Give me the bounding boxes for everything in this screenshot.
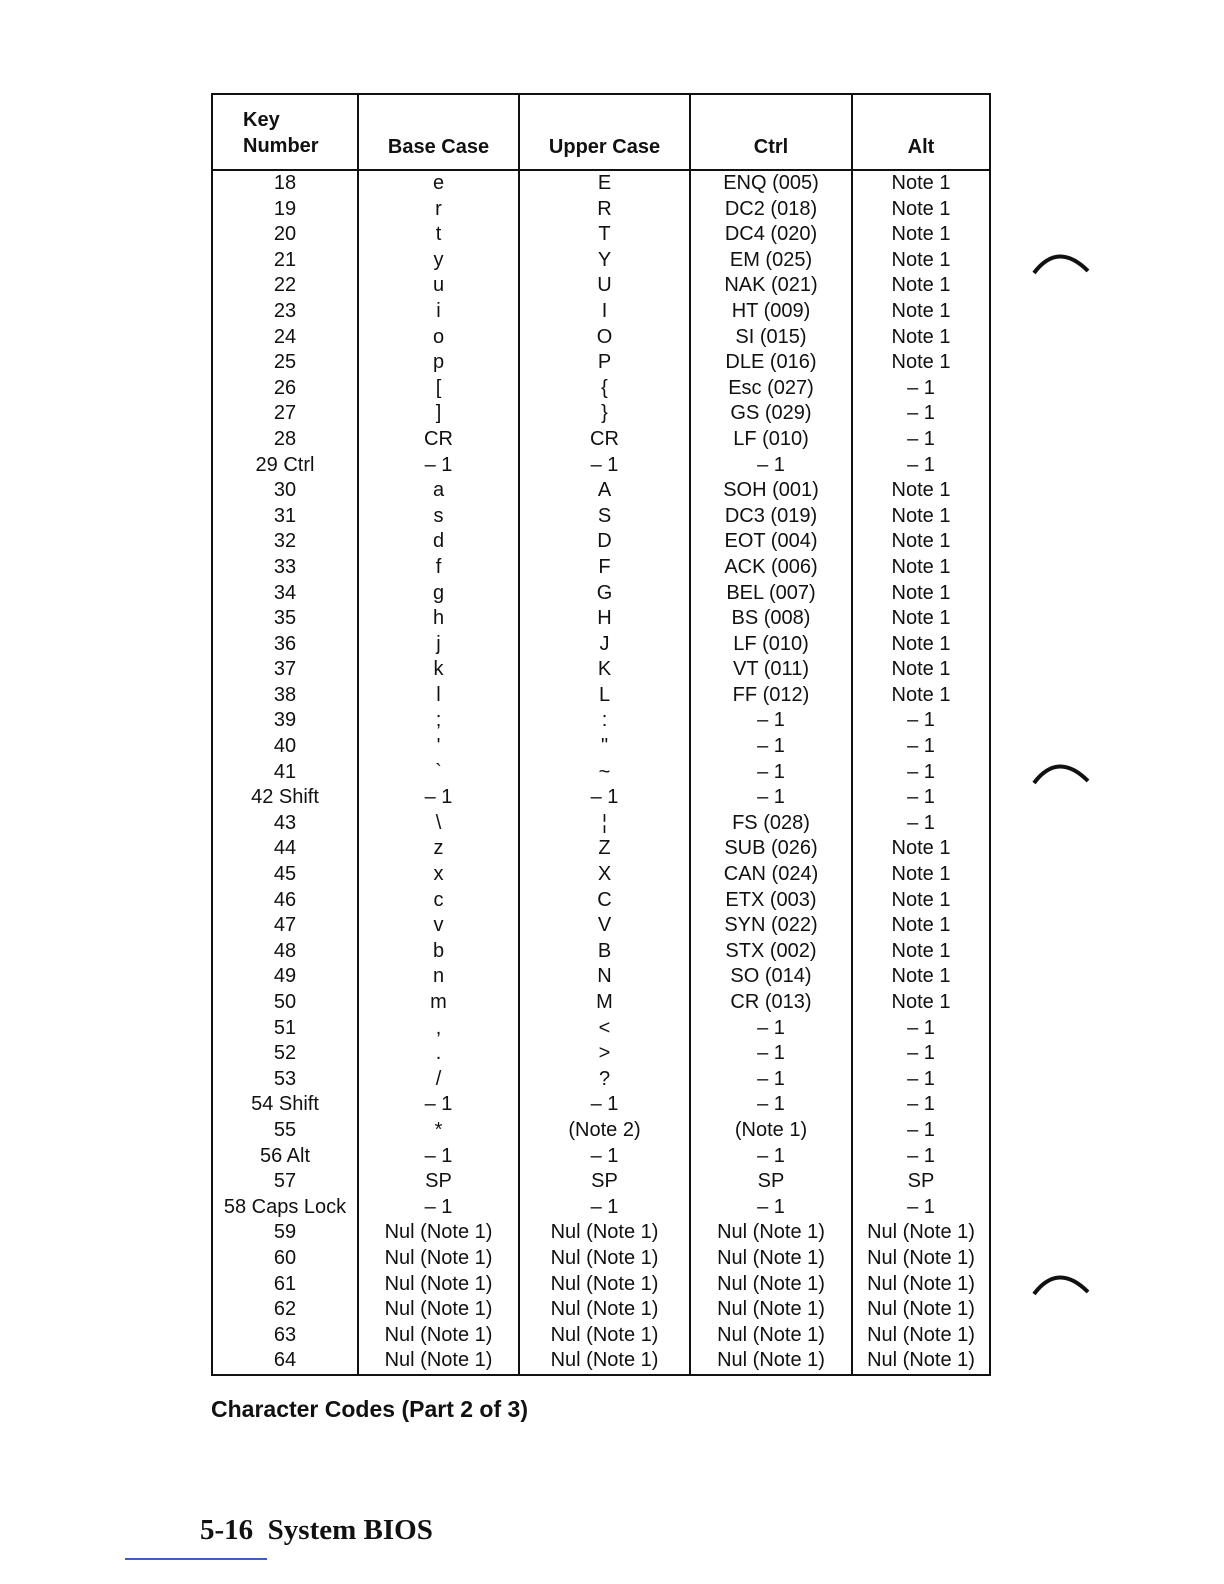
cell-ctrl: Nul (Note 1) — [690, 1348, 852, 1375]
table-row — [212, 606, 990, 632]
cell-base-case: d — [358, 529, 519, 555]
cell-ctrl: VT (011) — [690, 657, 852, 683]
cell-base-case: Nul (Note 1) — [358, 1246, 519, 1272]
table-row — [212, 248, 990, 274]
cell-upper-case: } — [519, 401, 690, 427]
cell-base-case: c — [358, 888, 519, 914]
table-row — [212, 1144, 990, 1170]
table-row — [212, 1246, 990, 1272]
table-row — [212, 222, 990, 248]
cell-ctrl: – 1 — [690, 1016, 852, 1042]
binder-tab-mark-icon — [1030, 757, 1092, 787]
cell-ctrl: BS (008) — [690, 606, 852, 632]
cell-ctrl: STX (002) — [690, 939, 852, 965]
cell-base-case: a — [358, 478, 519, 504]
cell-alt: – 1 — [852, 453, 990, 479]
cell-upper-case: H — [519, 606, 690, 632]
cell-ctrl: SI (015) — [690, 325, 852, 351]
footer-rule — [125, 1558, 267, 1560]
cell-ctrl: EM (025) — [690, 248, 852, 274]
cell-alt: – 1 — [852, 376, 990, 402]
cell-upper-case: F — [519, 555, 690, 581]
table-row — [212, 657, 990, 683]
cell-base-case: u — [358, 273, 519, 299]
cell-alt: Nul (Note 1) — [852, 1348, 990, 1375]
table-row — [212, 939, 990, 965]
cell-ctrl: ETX (003) — [690, 888, 852, 914]
table-row — [212, 529, 990, 555]
cell-ctrl: Nul (Note 1) — [690, 1323, 852, 1349]
header-ctrl: Ctrl — [690, 94, 852, 170]
cell-alt: Note 1 — [852, 836, 990, 862]
cell-alt: – 1 — [852, 708, 990, 734]
cell-key-number: 64 — [212, 1348, 358, 1375]
cell-ctrl: SP — [690, 1169, 852, 1195]
cell-ctrl: – 1 — [690, 1195, 852, 1221]
cell-base-case: CR — [358, 427, 519, 453]
cell-base-case: SP — [358, 1169, 519, 1195]
table-row — [212, 734, 990, 760]
cell-alt: SP — [852, 1169, 990, 1195]
cell-base-case: g — [358, 581, 519, 607]
table-row — [212, 197, 990, 223]
cell-key-number: 31 — [212, 504, 358, 530]
cell-key-number: 47 — [212, 913, 358, 939]
cell-ctrl: LF (010) — [690, 632, 852, 658]
cell-upper-case: C — [519, 888, 690, 914]
table-row — [212, 862, 990, 888]
table-row — [212, 555, 990, 581]
cell-alt: – 1 — [852, 1144, 990, 1170]
cell-alt: Nul (Note 1) — [852, 1246, 990, 1272]
cell-ctrl: DLE (016) — [690, 350, 852, 376]
cell-alt: Note 1 — [852, 657, 990, 683]
cell-ctrl: – 1 — [690, 1041, 852, 1067]
cell-base-case: – 1 — [358, 785, 519, 811]
cell-alt: Nul (Note 1) — [852, 1272, 990, 1298]
cell-key-number: 59 — [212, 1220, 358, 1246]
cell-ctrl: DC3 (019) — [690, 504, 852, 530]
cell-key-number: 38 — [212, 683, 358, 709]
cell-ctrl: – 1 — [690, 1067, 852, 1093]
cell-upper-case: – 1 — [519, 785, 690, 811]
table-row — [212, 760, 990, 786]
cell-ctrl: – 1 — [690, 785, 852, 811]
table-row — [212, 1118, 990, 1144]
character-codes-table-container — [211, 93, 989, 1376]
table-row — [212, 1092, 990, 1118]
cell-alt: Note 1 — [852, 888, 990, 914]
cell-upper-case: U — [519, 273, 690, 299]
cell-base-case: – 1 — [358, 1144, 519, 1170]
cell-ctrl: CR (013) — [690, 990, 852, 1016]
cell-alt: – 1 — [852, 1195, 990, 1221]
cell-base-case: s — [358, 504, 519, 530]
table-row — [212, 811, 990, 837]
cell-ctrl: GS (029) — [690, 401, 852, 427]
cell-alt: Note 1 — [852, 683, 990, 709]
table-row — [212, 708, 990, 734]
cell-base-case: m — [358, 990, 519, 1016]
cell-upper-case: T — [519, 222, 690, 248]
cell-ctrl: Esc (027) — [690, 376, 852, 402]
cell-key-number: 53 — [212, 1067, 358, 1093]
cell-base-case: h — [358, 606, 519, 632]
cell-upper-case: N — [519, 964, 690, 990]
cell-key-number: 22 — [212, 273, 358, 299]
cell-key-number: 23 — [212, 299, 358, 325]
cell-upper-case: B — [519, 939, 690, 965]
cell-base-case: Nul (Note 1) — [358, 1220, 519, 1246]
cell-alt: – 1 — [852, 811, 990, 837]
cell-alt: – 1 — [852, 1067, 990, 1093]
cell-alt: Note 1 — [852, 299, 990, 325]
cell-alt: – 1 — [852, 1118, 990, 1144]
cell-base-case: e — [358, 170, 519, 197]
table-row — [212, 1297, 990, 1323]
cell-ctrl: FF (012) — [690, 683, 852, 709]
cell-alt: Note 1 — [852, 273, 990, 299]
cell-upper-case: ¦ — [519, 811, 690, 837]
table-row — [212, 427, 990, 453]
table-row — [212, 376, 990, 402]
cell-base-case: – 1 — [358, 1092, 519, 1118]
cell-key-number: 25 — [212, 350, 358, 376]
header-key-line: Key Number — [243, 109, 319, 157]
cell-alt: Note 1 — [852, 939, 990, 965]
table-row — [212, 350, 990, 376]
cell-upper-case: Nul (Note 1) — [519, 1323, 690, 1349]
cell-base-case: Nul (Note 1) — [358, 1272, 519, 1298]
cell-upper-case: Nul (Note 1) — [519, 1348, 690, 1375]
cell-key-number: 43 — [212, 811, 358, 837]
cell-upper-case: SP — [519, 1169, 690, 1195]
cell-upper-case: – 1 — [519, 1144, 690, 1170]
table-row — [212, 1041, 990, 1067]
cell-base-case: k — [358, 657, 519, 683]
cell-base-case: v — [358, 913, 519, 939]
cell-alt: Note 1 — [852, 990, 990, 1016]
cell-ctrl: BEL (007) — [690, 581, 852, 607]
cell-key-number: 60 — [212, 1246, 358, 1272]
cell-upper-case: J — [519, 632, 690, 658]
cell-alt: Note 1 — [852, 350, 990, 376]
cell-alt: Nul (Note 1) — [852, 1323, 990, 1349]
cell-alt: Note 1 — [852, 606, 990, 632]
cell-ctrl: SYN (022) — [690, 913, 852, 939]
table-row — [212, 1169, 990, 1195]
cell-ctrl: SO (014) — [690, 964, 852, 990]
cell-ctrl: – 1 — [690, 760, 852, 786]
cell-key-number: 21 — [212, 248, 358, 274]
cell-base-case: o — [358, 325, 519, 351]
cell-base-case: ` — [358, 760, 519, 786]
cell-ctrl: FS (028) — [690, 811, 852, 837]
header-row — [212, 94, 990, 170]
cell-base-case: n — [358, 964, 519, 990]
cell-alt: – 1 — [852, 785, 990, 811]
cell-ctrl: Nul (Note 1) — [690, 1297, 852, 1323]
cell-upper-case: E — [519, 170, 690, 197]
cell-base-case: [ — [358, 376, 519, 402]
cell-ctrl: – 1 — [690, 708, 852, 734]
cell-upper-case: Nul (Note 1) — [519, 1246, 690, 1272]
cell-alt: Note 1 — [852, 222, 990, 248]
cell-upper-case: { — [519, 376, 690, 402]
cell-key-number: 54 Shift — [212, 1092, 358, 1118]
cell-key-number: 18 — [212, 170, 358, 197]
cell-key-number: 49 — [212, 964, 358, 990]
cell-base-case: Nul (Note 1) — [358, 1323, 519, 1349]
cell-key-number: 35 — [212, 606, 358, 632]
cell-base-case: ] — [358, 401, 519, 427]
cell-key-number: 48 — [212, 939, 358, 965]
cell-key-number: 57 — [212, 1169, 358, 1195]
cell-ctrl: – 1 — [690, 453, 852, 479]
cell-base-case: . — [358, 1041, 519, 1067]
cell-ctrl: NAK (021) — [690, 273, 852, 299]
cell-ctrl: (Note 1) — [690, 1118, 852, 1144]
table-row — [212, 1195, 990, 1221]
cell-ctrl: SOH (001) — [690, 478, 852, 504]
cell-ctrl: Nul (Note 1) — [690, 1246, 852, 1272]
cell-upper-case: D — [519, 529, 690, 555]
cell-key-number: 40 — [212, 734, 358, 760]
cell-key-number: 58 Caps Lock — [212, 1195, 358, 1221]
table-row — [212, 1348, 990, 1375]
table-row — [212, 913, 990, 939]
header-key-number — [212, 94, 358, 170]
table-row — [212, 1220, 990, 1246]
cell-base-case: * — [358, 1118, 519, 1144]
cell-upper-case: L — [519, 683, 690, 709]
header-upper-case: Upper Case — [519, 94, 690, 170]
cell-key-number: 28 — [212, 427, 358, 453]
cell-upper-case: Z — [519, 836, 690, 862]
cell-ctrl: CAN (024) — [690, 862, 852, 888]
cell-alt: Nul (Note 1) — [852, 1220, 990, 1246]
cell-key-number: 62 — [212, 1297, 358, 1323]
cell-upper-case: CR — [519, 427, 690, 453]
cell-ctrl: ACK (006) — [690, 555, 852, 581]
cell-upper-case: : — [519, 708, 690, 734]
cell-upper-case: – 1 — [519, 453, 690, 479]
cell-upper-case: A — [519, 478, 690, 504]
cell-alt: Note 1 — [852, 170, 990, 197]
table-row — [212, 632, 990, 658]
cell-key-number: 26 — [212, 376, 358, 402]
cell-key-number: 32 — [212, 529, 358, 555]
cell-upper-case: M — [519, 990, 690, 1016]
cell-ctrl: Nul (Note 1) — [690, 1272, 852, 1298]
cell-key-number: 41 — [212, 760, 358, 786]
cell-key-number: 19 — [212, 197, 358, 223]
cell-ctrl: – 1 — [690, 734, 852, 760]
table-caption: Character Codes (Part 2 of 3) — [211, 1396, 528, 1422]
cell-ctrl: LF (010) — [690, 427, 852, 453]
cell-base-case: Nul (Note 1) — [358, 1297, 519, 1323]
cell-base-case: Nul (Note 1) — [358, 1348, 519, 1375]
cell-key-number: 34 — [212, 581, 358, 607]
cell-key-number: 63 — [212, 1323, 358, 1349]
cell-upper-case: < — [519, 1016, 690, 1042]
table-row — [212, 1272, 990, 1298]
cell-key-number: 39 — [212, 708, 358, 734]
cell-key-number: 36 — [212, 632, 358, 658]
cell-alt: Note 1 — [852, 555, 990, 581]
cell-base-case: , — [358, 1016, 519, 1042]
cell-alt: Note 1 — [852, 478, 990, 504]
cell-base-case: j — [358, 632, 519, 658]
cell-upper-case: Nul (Note 1) — [519, 1272, 690, 1298]
cell-key-number: 51 — [212, 1016, 358, 1042]
cell-base-case: / — [358, 1067, 519, 1093]
binder-tab-mark-icon — [1030, 1268, 1092, 1298]
cell-alt: Note 1 — [852, 581, 990, 607]
table-row — [212, 1323, 990, 1349]
cell-upper-case: – 1 — [519, 1092, 690, 1118]
cell-base-case: x — [358, 862, 519, 888]
cell-upper-case: Nul (Note 1) — [519, 1220, 690, 1246]
table-row — [212, 1016, 990, 1042]
cell-alt: Note 1 — [852, 504, 990, 530]
cell-alt: – 1 — [852, 1092, 990, 1118]
table-row — [212, 964, 990, 990]
cell-base-case: f — [358, 555, 519, 581]
table-row — [212, 785, 990, 811]
cell-key-number: 52 — [212, 1041, 358, 1067]
cell-key-number: 50 — [212, 990, 358, 1016]
cell-upper-case: (Note 2) — [519, 1118, 690, 1144]
cell-base-case: l — [358, 683, 519, 709]
table-row — [212, 453, 990, 479]
cell-base-case: ' — [358, 734, 519, 760]
table-row — [212, 1067, 990, 1093]
cell-base-case: b — [358, 939, 519, 965]
cell-key-number: 27 — [212, 401, 358, 427]
cell-upper-case: S — [519, 504, 690, 530]
cell-ctrl: HT (009) — [690, 299, 852, 325]
cell-base-case: ; — [358, 708, 519, 734]
cell-upper-case: " — [519, 734, 690, 760]
cell-upper-case: – 1 — [519, 1195, 690, 1221]
table-row — [212, 836, 990, 862]
table-row — [212, 990, 990, 1016]
cell-alt: Note 1 — [852, 913, 990, 939]
cell-key-number: 44 — [212, 836, 358, 862]
cell-upper-case: R — [519, 197, 690, 223]
header-alt: Alt — [852, 94, 990, 170]
cell-ctrl: SUB (026) — [690, 836, 852, 862]
cell-ctrl: ENQ (005) — [690, 170, 852, 197]
cell-upper-case: Y — [519, 248, 690, 274]
cell-alt: Note 1 — [852, 529, 990, 555]
cell-upper-case: > — [519, 1041, 690, 1067]
cell-base-case: t — [358, 222, 519, 248]
cell-alt: Nul (Note 1) — [852, 1297, 990, 1323]
cell-upper-case: ~ — [519, 760, 690, 786]
cell-key-number: 45 — [212, 862, 358, 888]
cell-key-number: 37 — [212, 657, 358, 683]
cell-alt: – 1 — [852, 1041, 990, 1067]
cell-alt: Note 1 — [852, 248, 990, 274]
cell-key-number: 29 Ctrl — [212, 453, 358, 479]
cell-base-case: \ — [358, 811, 519, 837]
table-row — [212, 581, 990, 607]
cell-alt: Note 1 — [852, 862, 990, 888]
cell-key-number: 30 — [212, 478, 358, 504]
cell-alt: – 1 — [852, 401, 990, 427]
cell-base-case: r — [358, 197, 519, 223]
table-row — [212, 273, 990, 299]
cell-ctrl: Nul (Note 1) — [690, 1220, 852, 1246]
cell-alt: Note 1 — [852, 632, 990, 658]
cell-key-number: 56 Alt — [212, 1144, 358, 1170]
cell-ctrl: EOT (004) — [690, 529, 852, 555]
cell-base-case: – 1 — [358, 453, 519, 479]
cell-key-number: 55 — [212, 1118, 358, 1144]
cell-alt: – 1 — [852, 1016, 990, 1042]
cell-upper-case: Nul (Note 1) — [519, 1297, 690, 1323]
cell-upper-case: O — [519, 325, 690, 351]
cell-upper-case: I — [519, 299, 690, 325]
table-row — [212, 888, 990, 914]
character-codes-table — [211, 93, 991, 1376]
table-row — [212, 504, 990, 530]
cell-key-number: 46 — [212, 888, 358, 914]
table-row — [212, 325, 990, 351]
cell-base-case: – 1 — [358, 1195, 519, 1221]
header-base-case: Base Case — [358, 94, 519, 170]
cell-alt: – 1 — [852, 734, 990, 760]
cell-key-number: 61 — [212, 1272, 358, 1298]
table-row — [212, 401, 990, 427]
binder-tab-mark-icon — [1030, 247, 1092, 277]
cell-upper-case: K — [519, 657, 690, 683]
cell-base-case: p — [358, 350, 519, 376]
table-row — [212, 683, 990, 709]
cell-alt: – 1 — [852, 427, 990, 453]
cell-base-case: i — [358, 299, 519, 325]
cell-upper-case: V — [519, 913, 690, 939]
table-row — [212, 170, 990, 197]
table-row — [212, 478, 990, 504]
cell-ctrl: – 1 — [690, 1144, 852, 1170]
cell-alt: Note 1 — [852, 964, 990, 990]
cell-alt: Note 1 — [852, 197, 990, 223]
cell-base-case: y — [358, 248, 519, 274]
cell-upper-case: P — [519, 350, 690, 376]
cell-ctrl: DC4 (020) — [690, 222, 852, 248]
table-body — [212, 170, 990, 1375]
cell-base-case: z — [358, 836, 519, 862]
cell-upper-case: G — [519, 581, 690, 607]
cell-key-number: 24 — [212, 325, 358, 351]
cell-key-number: 42 Shift — [212, 785, 358, 811]
cell-key-number: 33 — [212, 555, 358, 581]
cell-key-number: 20 — [212, 222, 358, 248]
cell-alt: – 1 — [852, 760, 990, 786]
table-row — [212, 299, 990, 325]
cell-alt: Note 1 — [852, 325, 990, 351]
cell-ctrl: – 1 — [690, 1092, 852, 1118]
cell-upper-case: X — [519, 862, 690, 888]
page-footer: 5-16 System BIOS — [200, 1514, 433, 1546]
cell-upper-case: ? — [519, 1067, 690, 1093]
table-header — [212, 94, 990, 170]
cell-ctrl: DC2 (018) — [690, 197, 852, 223]
